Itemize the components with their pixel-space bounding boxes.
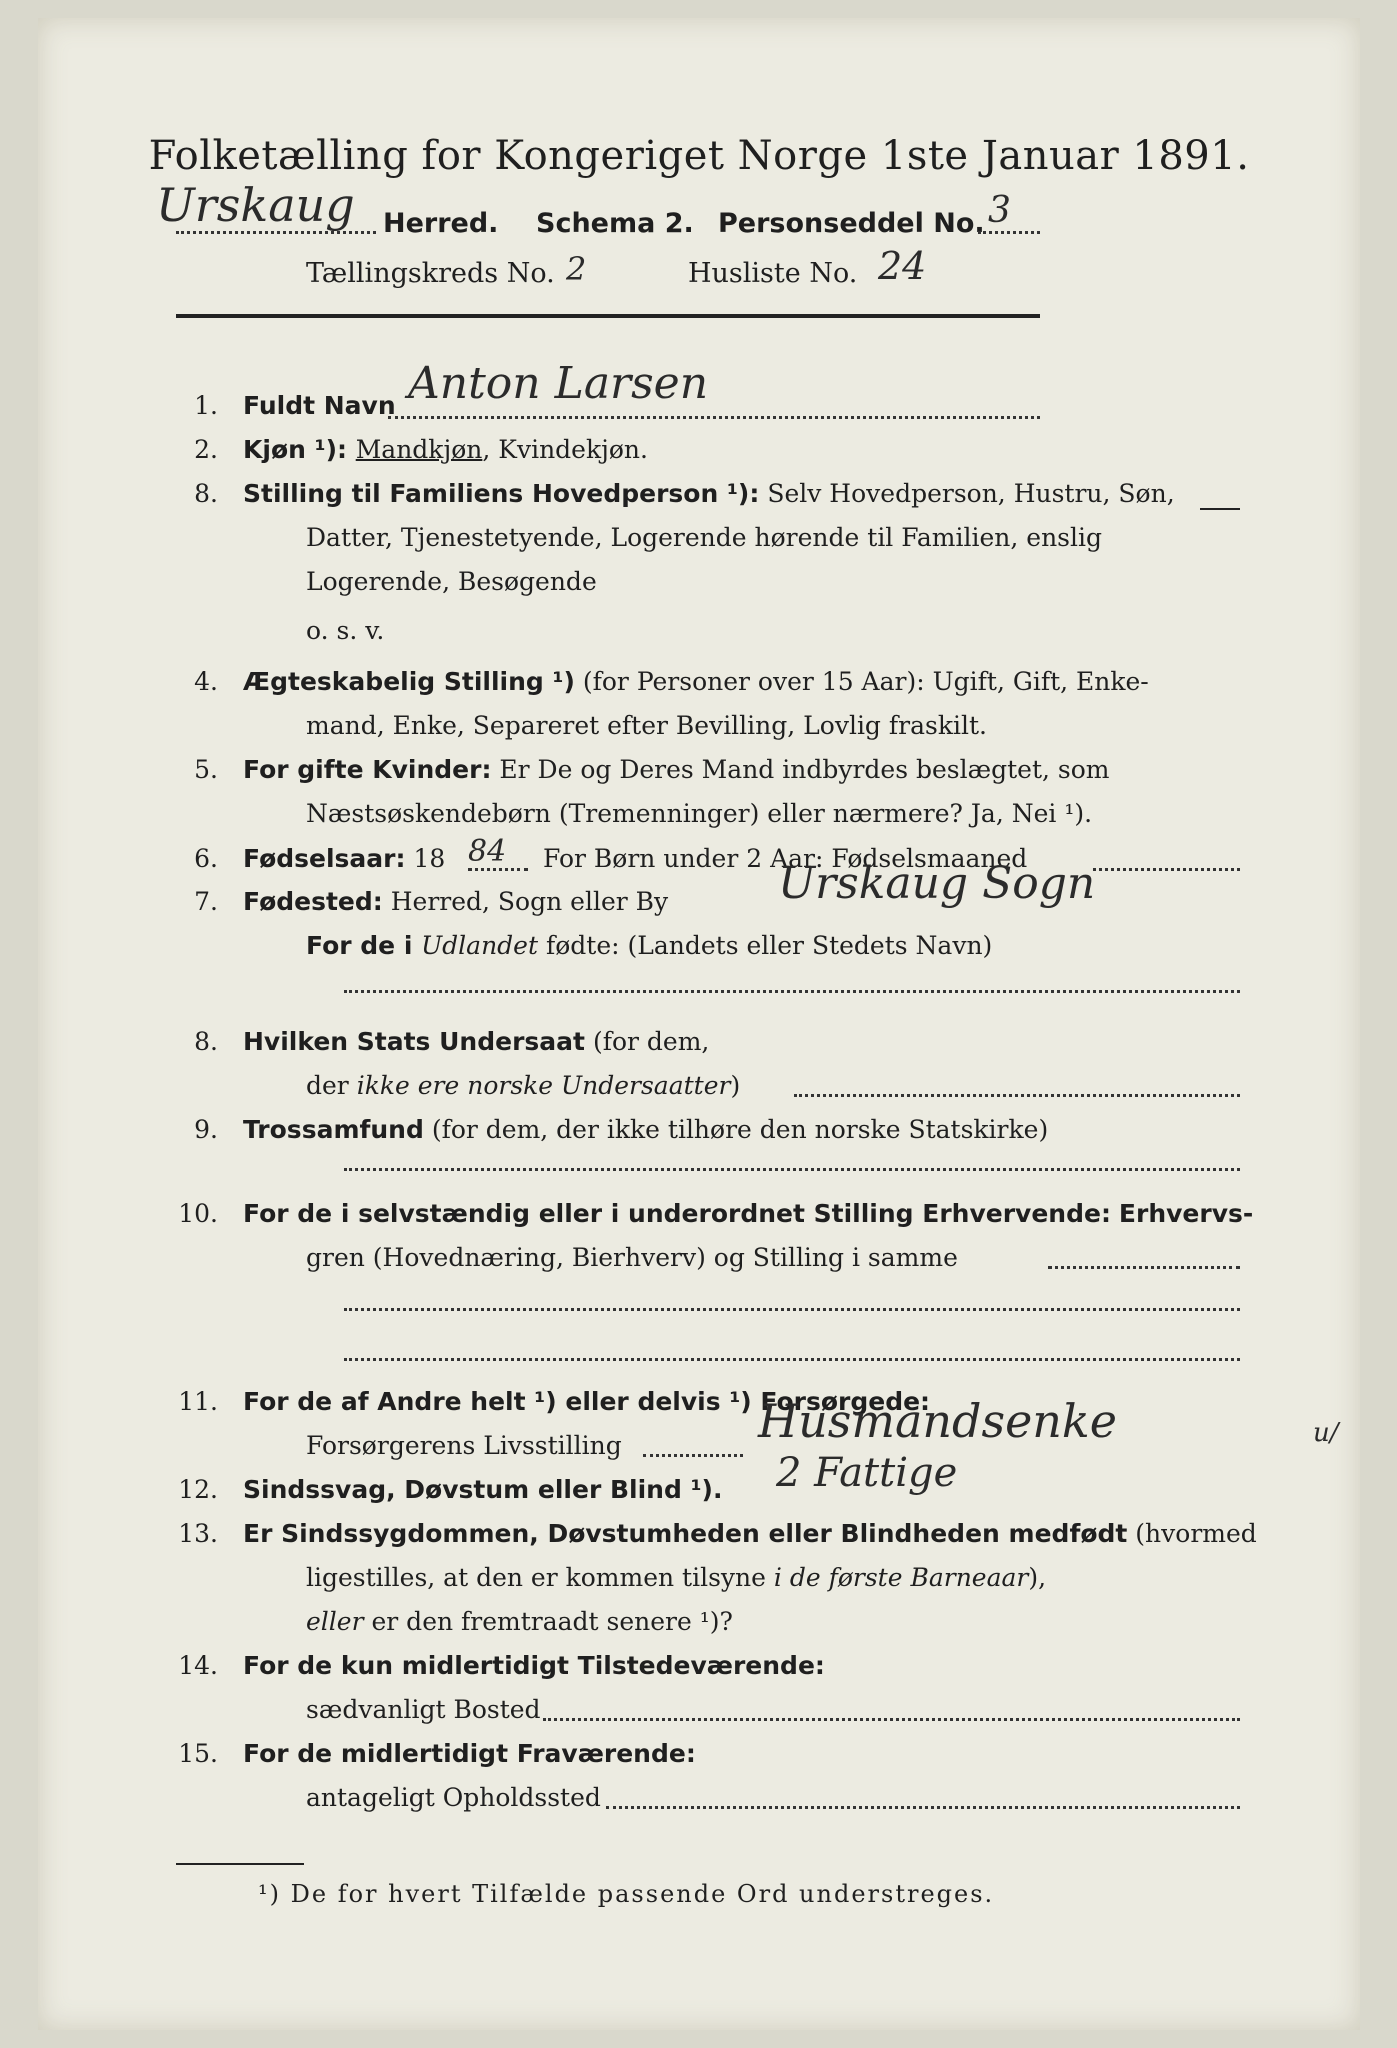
field-number: 14. — [178, 1651, 218, 1680]
field-text: mand, Enke, Separeret efter Bevilling, Lovlig fraskilt. — [306, 711, 987, 740]
field-number: 7. — [194, 887, 218, 916]
field-text: Udlandet — [421, 931, 539, 960]
full-name-value: Anton Larsen — [408, 358, 709, 409]
footnote: ¹) De for hvert Tilfælde passende Ord understreges. — [258, 1880, 995, 1908]
field-text: Herred, Sogn eller By — [390, 887, 669, 916]
personseddel-label: Personseddel No. — [718, 208, 985, 239]
field-text: o. s. v. — [306, 616, 385, 645]
field-text: der — [306, 1071, 357, 1100]
footnote-rule — [176, 1863, 304, 1865]
supporter-occupation-suffix: u/ — [1313, 1418, 1339, 1448]
field-number: 12. — [178, 1475, 218, 1504]
field-text: Selv Hovedperson, Hustru, Søn, — [767, 479, 1175, 508]
occupation-dotted-line-1 — [1048, 1266, 1240, 1269]
field-label: For de i selvstændig eller i underordnet Stilling Erhvervende: — [243, 1199, 1111, 1228]
field-label: Fødested: — [243, 887, 383, 916]
field-number: 6. — [194, 844, 218, 873]
field-text: ) — [730, 1071, 741, 1100]
supporter-dotted-line — [643, 1454, 743, 1457]
field-number: 5. — [194, 755, 218, 784]
field-number: 9. — [194, 1115, 218, 1144]
field-text: eller — [306, 1607, 364, 1636]
field-text: Forsørgerens Livsstilling — [306, 1431, 622, 1460]
field-text: (for dem, — [592, 1027, 710, 1056]
field-label: Stilling til Familiens Hovedperson ¹): — [243, 479, 760, 508]
option-kvindekjon: Kvindekjøn. — [498, 435, 648, 464]
field-text: (for Personer over 15 Aar): Ugift, Gift, Enke- — [582, 667, 1149, 696]
field-number: 11. — [178, 1387, 218, 1416]
field-text: ), — [1028, 1563, 1047, 1592]
husliste-label: Husliste No. — [688, 258, 858, 289]
option-mandkjon: Mandkjøn — [355, 435, 483, 464]
herred-handwritten: Urskaug — [156, 178, 355, 232]
herred-label: Herred. — [383, 208, 499, 239]
citizenship-dotted-line — [794, 1094, 1240, 1097]
field-number: 1. — [194, 391, 218, 420]
field-text: fødte: (Landets eller Stedets Navn) — [538, 931, 993, 960]
personseddel-value: 3 — [988, 190, 1011, 231]
kreds-label: Tællingskreds No. — [306, 258, 555, 289]
field-label: For de kun midlertidigt Tilstedeværende: — [243, 1651, 825, 1680]
field-label: Fødselsaar: — [243, 844, 406, 873]
field-text: sædvanligt Bosted — [306, 1695, 541, 1724]
herred-dotted-line — [176, 231, 376, 234]
field-text: ikke ere norske Undersaatter — [356, 1071, 731, 1100]
personseddel-dotted-line — [978, 231, 1040, 234]
son-underline — [1200, 508, 1240, 510]
condition-value: 2 Fattige — [776, 1450, 958, 1496]
field-text: For de i — [306, 931, 422, 960]
field-number: 8. — [194, 1027, 218, 1056]
field-number: 2. — [194, 435, 218, 464]
header-rule — [176, 314, 1040, 318]
field-label: For de midlertidigt Fraværende: — [243, 1739, 696, 1768]
field-text: (for dem, der ikke tilhøre den norske Statskirke) — [431, 1115, 1049, 1144]
year-dotted-line — [468, 868, 528, 871]
form-title: Folketælling for Kongeriget Norge 1ste Januar 1891. — [148, 133, 1250, 179]
field-number: 4. — [194, 667, 218, 696]
birth-year-value: 84 — [468, 834, 507, 869]
field-text: Logerende, Besøgende — [306, 567, 597, 596]
field-text: Næstsøskendebørn (Tremenninger) eller nærmere? Ja, Nei ¹). — [306, 799, 1093, 828]
field-label: Fuldt Navn — [243, 391, 396, 420]
field-label: Ægteskabelig Stilling ¹) — [243, 667, 575, 696]
field-text: (hvormed — [1135, 1519, 1257, 1548]
field-label: Sindssvag, Døvstum eller Blind ¹). — [243, 1475, 723, 1504]
name-dotted-line — [388, 416, 1040, 419]
occupation-dotted-line-2 — [344, 1308, 1240, 1311]
field-label: For de af Andre helt ¹) eller delvis ¹) Forsørgede: — [243, 1387, 931, 1416]
residence-dotted-line — [543, 1718, 1240, 1721]
field-label: Er Sindssygdommen, Døvstumheden eller Blindheden medfødt — [243, 1519, 1128, 1548]
field-label: For gifte Kvinder: — [243, 755, 492, 784]
field-label: Trossamfund — [243, 1115, 424, 1144]
birth-month-label: For Børn under 2 Aar: Fødselsmaaned — [543, 844, 1028, 873]
field-text: ligestilles, at den er kommen tilsyne — [306, 1563, 774, 1592]
field-text: Erhvervs- — [1118, 1199, 1254, 1228]
field-number: 10. — [178, 1199, 218, 1228]
field-text: antageligt Opholdssted — [306, 1783, 601, 1812]
field-text: i de første Barneaar — [773, 1563, 1029, 1592]
year-prefix: 18 — [413, 844, 446, 873]
month-dotted-line — [1093, 868, 1240, 871]
whereabouts-dotted-line — [606, 1806, 1240, 1809]
field-label: Hvilken Stats Undersaat — [243, 1027, 585, 1056]
field-label: Kjøn ¹): — [243, 435, 356, 464]
occupation-dotted-line-3 — [344, 1358, 1240, 1361]
field-text: Datter, Tjenestetyende, Logerende hørende til Familien, enslig — [306, 523, 1103, 552]
schema-label: Schema 2. — [536, 208, 694, 239]
census-form: Folketælling for Kongeriget Norge 1ste Januar 1891. Urskaug Herred. Schema 2. Personseddel No. 3 Tællingskreds No. 2 Husliste No. 24 1. Fuldt Navn Anton Larsen 2. Kjøn ¹): Mandkjøn, Kvindekjøn. 8. Stilling til Familiens Hovedperson ¹): Selv Hovedperson, Hustru, Søn, Datter, Tjenestetyende, Logerende hørende til Familien, enslig Logerende, Besøgende o. s. v. 4. Ægteskabelig Stilling ¹) (for Personer over 15 Aar): Ugift, Gift, Enke- mand, Enke, Separeret efter Bevilling, Lovlig fraskilt. 5. For gifte Kvinder: Er De og Deres Mand indbyrdes beslægtet, som Næstsøskendebørn (Tremenninger) eller nærmere? Ja, Nei ¹). 6. Fødselsaar: 18 84 For Børn under 2 Aar: Fødselsmaaned 7. Fødested: Herred, Sogn eller By Urskaug Sogn For de i Udlandet fødte: (Landets eller Stedets Navn) 8. Hvilken Stats Undersaat (for dem, der ikke ere norske Undersaatter) 9. Trossamfund (for dem, der ikke tilhøre den norske Statskirke) 10. For de i selvstændig eller i underordnet Stilling Erhvervende: Erhvervs- gren (Hovednæring, Bierhverv) og Stilling i samme 11. For de af Andre helt ¹) eller delvis ¹) Forsørgede: Forsørgerens Livsstilling Husmandsenke u/ 12. Sindssvag, Døvstum eller Blind ¹). 2 Fattige 13. Er Sindssygdommen, Døvstumheden eller Blindheden medfødt (hvormed ligestilles, at den er kommen tilsyne i de første Barneaar), eller er den fremtraadt senere ¹)? 14. For de kun midlertidigt Tilstedeværende: sædvanligt Bosted 15. For de midlertidigt Fraværende: antageligt Opholdssted ¹) De for hvert Tilfælde passende Ord understreges. — [38, 18, 1360, 2030]
field-number: 13. — [178, 1519, 218, 1548]
kreds-value: 2 — [566, 250, 587, 288]
husliste-value: 24 — [878, 244, 927, 288]
field-number: 15. — [178, 1739, 218, 1768]
supporter-occupation-value: Husmandsenke — [758, 1394, 1118, 1448]
field-text: Er De og Deres Mand indbyrdes beslægtet, som — [499, 755, 1110, 784]
abroad-dotted-line — [344, 990, 1240, 993]
field-text: gren (Hovednæring, Bierhverv) og Stilling i samme — [306, 1243, 958, 1272]
field-text: er den fremtraadt senere ¹)? — [363, 1607, 733, 1636]
field-number: 8. — [194, 479, 218, 508]
birthplace-value: Urskaug Sogn — [778, 858, 1096, 909]
religion-dotted-line — [344, 1168, 1240, 1171]
